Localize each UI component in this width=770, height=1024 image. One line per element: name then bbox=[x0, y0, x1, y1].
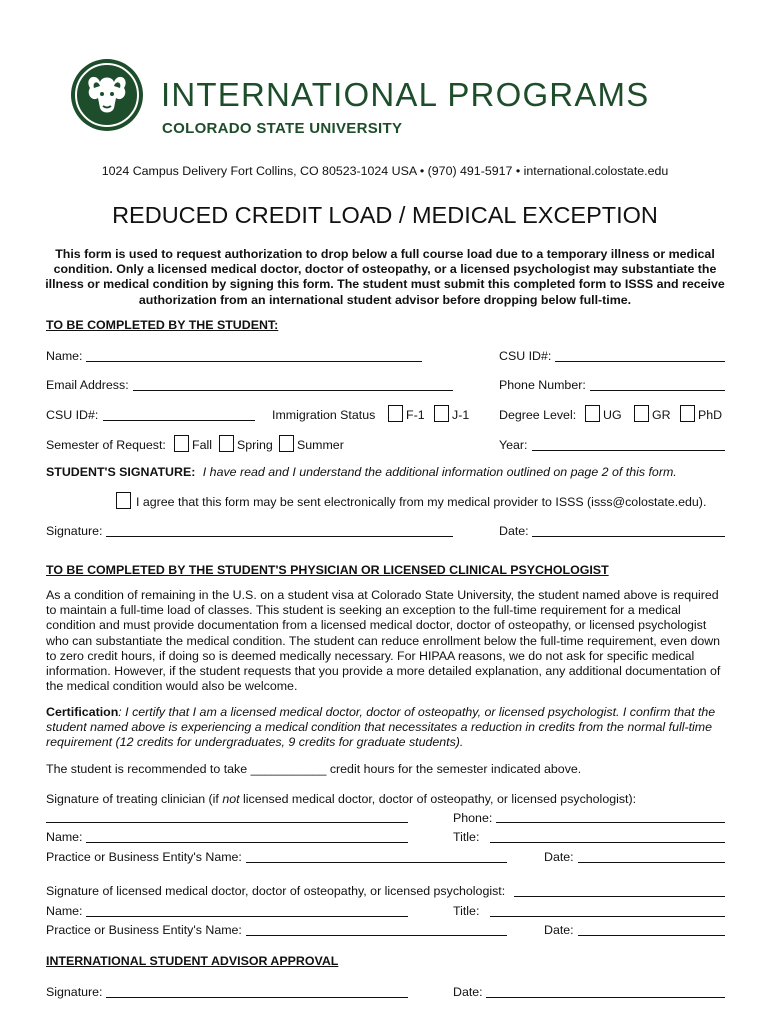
ug-label: UG bbox=[603, 408, 622, 422]
phone-field[interactable] bbox=[590, 390, 725, 391]
f1-label: F-1 bbox=[406, 408, 425, 422]
gr-label: GR bbox=[652, 408, 671, 422]
licensed-name-label: Name: bbox=[46, 904, 83, 918]
licensed-title-field[interactable] bbox=[490, 916, 725, 917]
clinician-text-a: Signature of treating clinician (if bbox=[46, 792, 219, 806]
clinician-name-field[interactable] bbox=[86, 842, 408, 843]
student-signature-statement bbox=[46, 465, 677, 480]
fall-label: Fall bbox=[192, 438, 212, 452]
year-field[interactable] bbox=[532, 450, 725, 451]
spring-checkbox[interactable] bbox=[219, 435, 234, 452]
immigration-status-label: Immigration Status bbox=[272, 408, 376, 422]
intro-paragraph: This form is used to request authorization to drop below a full course load due to a temporary illness or medical condition. Only a licensed medical doctor, doctor of osteopathy, or a licensed psychologist may substantiate the illness or medical condition by signing this form. The student must submit this completed form to ISSS and receive authorization from an international student advisor before dropping below full-time. bbox=[45, 247, 725, 307]
csu-id-field[interactable] bbox=[555, 361, 725, 362]
advisor-signature-field[interactable] bbox=[106, 997, 408, 998]
student-signature-field[interactable] bbox=[106, 536, 453, 537]
f1-checkbox[interactable] bbox=[388, 405, 403, 422]
advisor-date-field[interactable] bbox=[486, 997, 725, 998]
org-title: INTERNATIONAL PROGRAMS bbox=[161, 76, 650, 113]
advisor-signature-label: Signature: bbox=[46, 985, 103, 999]
j1-checkbox[interactable] bbox=[434, 405, 449, 422]
clinician-phone-label: Phone: bbox=[453, 811, 493, 825]
ug-checkbox[interactable] bbox=[585, 405, 600, 422]
fall-checkbox[interactable] bbox=[174, 435, 189, 452]
clinician-signature-field[interactable] bbox=[46, 822, 408, 823]
phd-checkbox[interactable] bbox=[680, 405, 695, 422]
clinician-practice-field[interactable] bbox=[246, 862, 507, 863]
csu-id-label: CSU ID#: bbox=[499, 349, 552, 363]
certification-label: Certification bbox=[46, 705, 119, 719]
phd-label: PhD bbox=[698, 408, 723, 422]
clinician-phone-field[interactable] bbox=[496, 822, 725, 823]
clinician-date-label: Date: bbox=[544, 850, 574, 864]
clinician-date-field[interactable] bbox=[578, 862, 725, 863]
clinician-not: not bbox=[222, 792, 240, 806]
electronic-consent-checkbox[interactable] bbox=[116, 492, 131, 509]
csu-id-field-2[interactable] bbox=[103, 420, 255, 421]
csu-id-label-2: CSU ID#: bbox=[46, 408, 99, 422]
student-section-heading: TO BE COMPLETED BY THE STUDENT: bbox=[46, 318, 279, 332]
certification-text: : I certify that I am a licensed medical doctor, doctor of osteopathy, or licensed psychologist. I confirm that the student named above is experiencing a medical condition that necessitates a reduction in credits from the normal full-time requirement (12 credits for undergraduates, 9 credits for graduate students). bbox=[46, 705, 716, 750]
credit-hours-blank[interactable]: ___________ bbox=[250, 762, 327, 776]
licensed-signature-label: Signature of licensed medical doctor, doctor of osteopathy, or licensed psychologist: bbox=[46, 884, 506, 898]
electronic-consent-label: I agree that this form may be sent electronically from my medical provider to ISSS (isss@colostate.edu). bbox=[136, 495, 707, 509]
licensed-date-label: Date: bbox=[544, 923, 574, 937]
csu-ram-logo bbox=[70, 58, 144, 132]
gr-checkbox[interactable] bbox=[634, 405, 649, 422]
address-line: 1024 Campus Delivery Fort Collins, CO 80523-1024 USA • (970) 491-5917 • international.colostate.edu bbox=[101, 164, 669, 178]
signature-statement-text: I have read and I understand the additional information outlined on page 2 of this form. bbox=[202, 465, 677, 479]
clinician-practice-label: Practice or Business Entity's Name: bbox=[46, 850, 242, 864]
spring-label: Spring bbox=[237, 438, 273, 452]
licensed-name-field[interactable] bbox=[86, 916, 408, 917]
clinician-text-b: licensed medical doctor, doctor of osteopathy, or licensed psychologist): bbox=[243, 792, 637, 806]
j1-label: J-1 bbox=[452, 408, 470, 422]
year-label: Year: bbox=[499, 438, 528, 452]
licensed-signature-field[interactable] bbox=[514, 896, 725, 897]
certification-statement bbox=[46, 705, 726, 751]
clinician-title-label: Title: bbox=[453, 830, 480, 844]
email-label: Email Address: bbox=[46, 378, 129, 392]
email-field[interactable] bbox=[133, 390, 453, 391]
university-name: COLORADO STATE UNIVERSITY bbox=[162, 120, 403, 137]
phone-label: Phone Number: bbox=[499, 378, 586, 392]
name-label: Name: bbox=[46, 349, 83, 363]
student-date-field[interactable] bbox=[532, 536, 725, 537]
name-field[interactable] bbox=[86, 361, 422, 362]
clinician-signature-label bbox=[46, 792, 636, 807]
student-signature-label: Signature: bbox=[46, 524, 103, 538]
physician-section-heading: TO BE COMPLETED BY THE STUDENT'S PHYSICIAN OR LICENSED CLINICAL PSYCHOLOGIST bbox=[46, 563, 609, 577]
semester-label: Semester of Request: bbox=[46, 438, 166, 452]
summer-checkbox[interactable] bbox=[279, 435, 294, 452]
licensed-date-field[interactable] bbox=[578, 935, 725, 936]
licensed-practice-field[interactable] bbox=[246, 935, 507, 936]
recommendation-line bbox=[46, 762, 581, 777]
student-signature-heading: STUDENT'S SIGNATURE: bbox=[46, 465, 196, 479]
summer-label: Summer bbox=[297, 438, 344, 452]
advisor-section-heading: INTERNATIONAL STUDENT ADVISOR APPROVAL bbox=[46, 954, 339, 968]
physician-paragraph: As a condition of remaining in the U.S. on a student visa at Colorado State University, the student named above is required to maintain a full-time load of classes. This student is seeking an exception to the full-time requirement for a medical condition and must provide documentation from a licensed medical doctor, doctor of osteopathy, or licensed psychologist who can substantiate the medical condition. The student can reduce enrollment below the full-time requirement, even down to zero credit hours, if doing so is deemed medically necessary. For HIPAA reasons, we do not ask for specific medical information. However, if the student requests that you provide a more detailed explanation, any additional documentation of the medical condition would also be welcome. bbox=[46, 588, 721, 694]
recommend-text-a: The student is recommended to take bbox=[46, 762, 248, 776]
student-date-label: Date: bbox=[499, 524, 529, 538]
recommend-text-b: credit hours for the semester indicated above. bbox=[329, 762, 582, 776]
licensed-practice-label: Practice or Business Entity's Name: bbox=[46, 923, 242, 937]
clinician-title-field[interactable] bbox=[490, 842, 725, 843]
degree-level-label: Degree Level: bbox=[499, 408, 577, 422]
form-title: REDUCED CREDIT LOAD / MEDICAL EXCEPTION bbox=[112, 202, 658, 228]
clinician-name-label: Name: bbox=[46, 830, 83, 844]
advisor-date-label: Date: bbox=[453, 985, 483, 999]
licensed-title-label: Title: bbox=[453, 904, 480, 918]
